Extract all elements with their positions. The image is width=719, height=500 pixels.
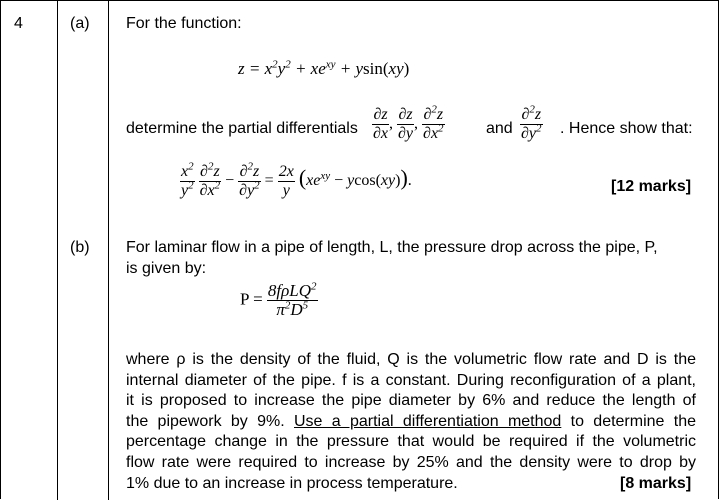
para-line: flow rate were required to increase by 25% and the density were to drop by xyxy=(126,453,696,471)
pressure-formula: P = $\frac{8f\rho LQ^2}{\pi^2D^5}$ xyxy=(240,280,317,319)
part-a-intro: For the function: xyxy=(126,15,242,32)
part-b-last-line: 1% due to an increase in process temperature. xyxy=(126,475,458,492)
identity-equation: $\frac{x^2}{y^2}$ $\frac{\partial^2z}{\partial x^2}$ − $\frac{\partial^2z}{\partial y^2}$ = $\frac{2x}{y}$ $(xe^{xy} - ycos(xy))$. xyxy=(181,160,412,199)
second-partial-y: $\frac{\partial^2z}{\partial y^2}$ xyxy=(521,103,542,142)
para-line: percentage change in the pressure that would be required if the volumetric xyxy=(126,433,696,450)
para-line-underlined: the pipework by 9%. Use a partial differentiation method to determine the xyxy=(126,412,696,430)
partial-differentials: $\frac{\partial z}{\partial x}$ , $\frac{\partial z}{\partial y}$ , $\frac{\partial^2z}{\partial x^2}$ xyxy=(373,103,444,142)
question-number: 4 xyxy=(14,15,23,32)
column-divider-1 xyxy=(57,0,58,500)
part-b-line2: is given by: xyxy=(126,260,207,277)
part-b-line1: For laminar flow in a pipe of length, L, the pressure drop across the pipe, P, xyxy=(126,239,658,256)
part-b-label: (b) xyxy=(70,239,90,256)
para-line: it is proposed to increase the pipe diameter by 6% and reduce the length of xyxy=(126,392,696,409)
part-a-marks: [12 marks] xyxy=(611,178,692,195)
and-text: and xyxy=(486,120,513,137)
determine-text: determine the partial differentials xyxy=(126,120,358,137)
hence-text: . Hence show that: xyxy=(560,120,693,137)
function-equation: $z = x^2y^2 + xe^{xy} + ysin(xy)$ xyxy=(238,58,410,78)
part-b-paragraph xyxy=(126,350,696,473)
part-a-label: (a) xyxy=(70,15,90,32)
part-b-marks: [8 marks] xyxy=(620,475,692,492)
column-divider-2 xyxy=(108,0,109,500)
para-line: where ρ is the density of the fluid, Q is the volumetric flow rate and D is the xyxy=(126,351,696,368)
para-line: internal diameter of the pipe. f is a constant. During reconfiguration of a plant, xyxy=(126,371,696,389)
